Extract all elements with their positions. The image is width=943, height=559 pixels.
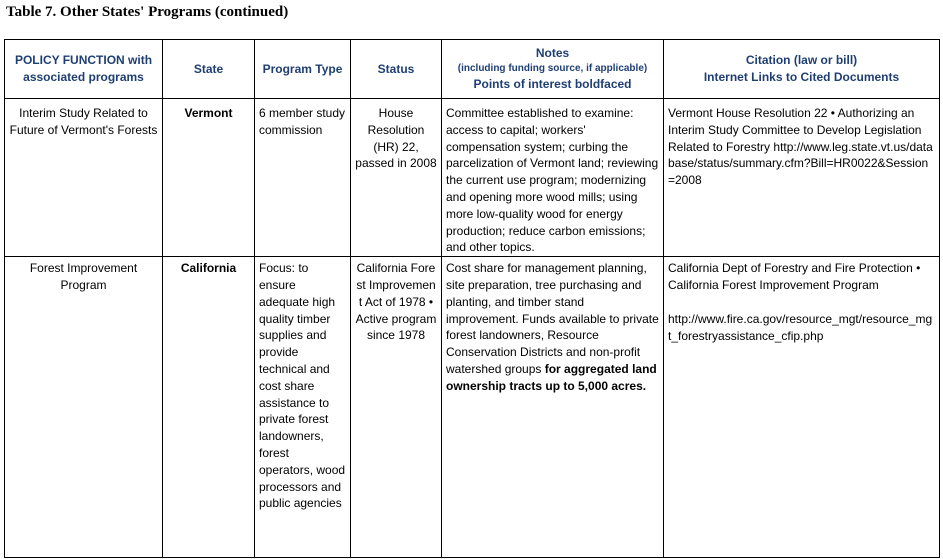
- header-notes: [442, 40, 664, 99]
- notes-text: Committee established to examine: access to capital; workers' compensation system; curbing the parcelization of Vermont land; reviewing the current use program; modernizing and opening more wood mills; using more low-quality wood for energy production; reduce carbon emissions; and other topics.: [446, 106, 659, 255]
- cell-state: California: [163, 257, 255, 558]
- cell-program-type: Focus: to ensure adequate high quality timber supplies and provide technical and cost share assistance to private forest landowners, forest operators, wood processors and public agencies: [255, 257, 351, 558]
- notes-bold-text: for aggregated land ownership tracts up to 5,000 acres.: [446, 361, 657, 393]
- citation-link[interactable]: http://www.leg.state.vt.us/database/status/summary.cfm?Bill=HR0022&Session=2008: [668, 139, 933, 188]
- cell-status: House Resolution (HR) 22, passed in 2008: [351, 99, 442, 257]
- cell-state: Vermont: [163, 99, 255, 257]
- header-status: Status: [351, 40, 442, 99]
- cell-notes: [442, 99, 664, 257]
- header-citation-sub: Internet Links to Cited Documents: [703, 70, 900, 84]
- table-row: [5, 257, 940, 558]
- header-notes-bold: Points of interest boldfaced: [473, 77, 632, 91]
- citation-text: California Dept of Forestry and Fire Protection • California Forest Improvement Program: [668, 261, 921, 292]
- header-policy: POLICY FUNCTION with associated programs: [5, 40, 163, 99]
- header-citation: [664, 40, 940, 99]
- header-notes-sub: (including funding source, if applicable): [457, 63, 648, 74]
- header-citation-title: Citation (law or bill): [745, 53, 858, 68]
- table-row: [5, 99, 940, 257]
- cell-citation: [664, 99, 940, 257]
- citation-text: Vermont House Resolution 22 • Authorizing an Interim Study Committee to Develop Legislation Related to Forestry: [668, 106, 922, 154]
- cell-policy: Forest Improvement Program: [5, 257, 163, 558]
- cell-program-type: 6 member study commission: [255, 99, 351, 257]
- cell-citation: [664, 257, 940, 558]
- notes-text: Cost share for management planning, site preparation, tree purchasing and planting, and timber stand improvement. Funds available to private forest landowners, Resource Conservation Districts and non-profit watershed groups: [446, 261, 659, 376]
- citation-link[interactable]: http://www.fire.ca.gov/resource_mgt/resource_mgt_forestryassistance_cfip.php: [668, 311, 933, 343]
- header-state: State: [163, 40, 255, 99]
- header-program-type: Program Type: [255, 40, 351, 99]
- table-caption: Table 7. Other States' Programs (continued): [6, 4, 289, 20]
- cell-status: California Forest Improvement Act of 1978 • Active program since 1978: [351, 257, 442, 558]
- programs-table: [4, 39, 940, 558]
- header-row: [5, 40, 940, 99]
- header-notes-title: Notes: [535, 46, 570, 61]
- cell-notes: [442, 257, 664, 558]
- cell-policy: Interim Study Related to Future of Vermont's Forests: [5, 99, 163, 257]
